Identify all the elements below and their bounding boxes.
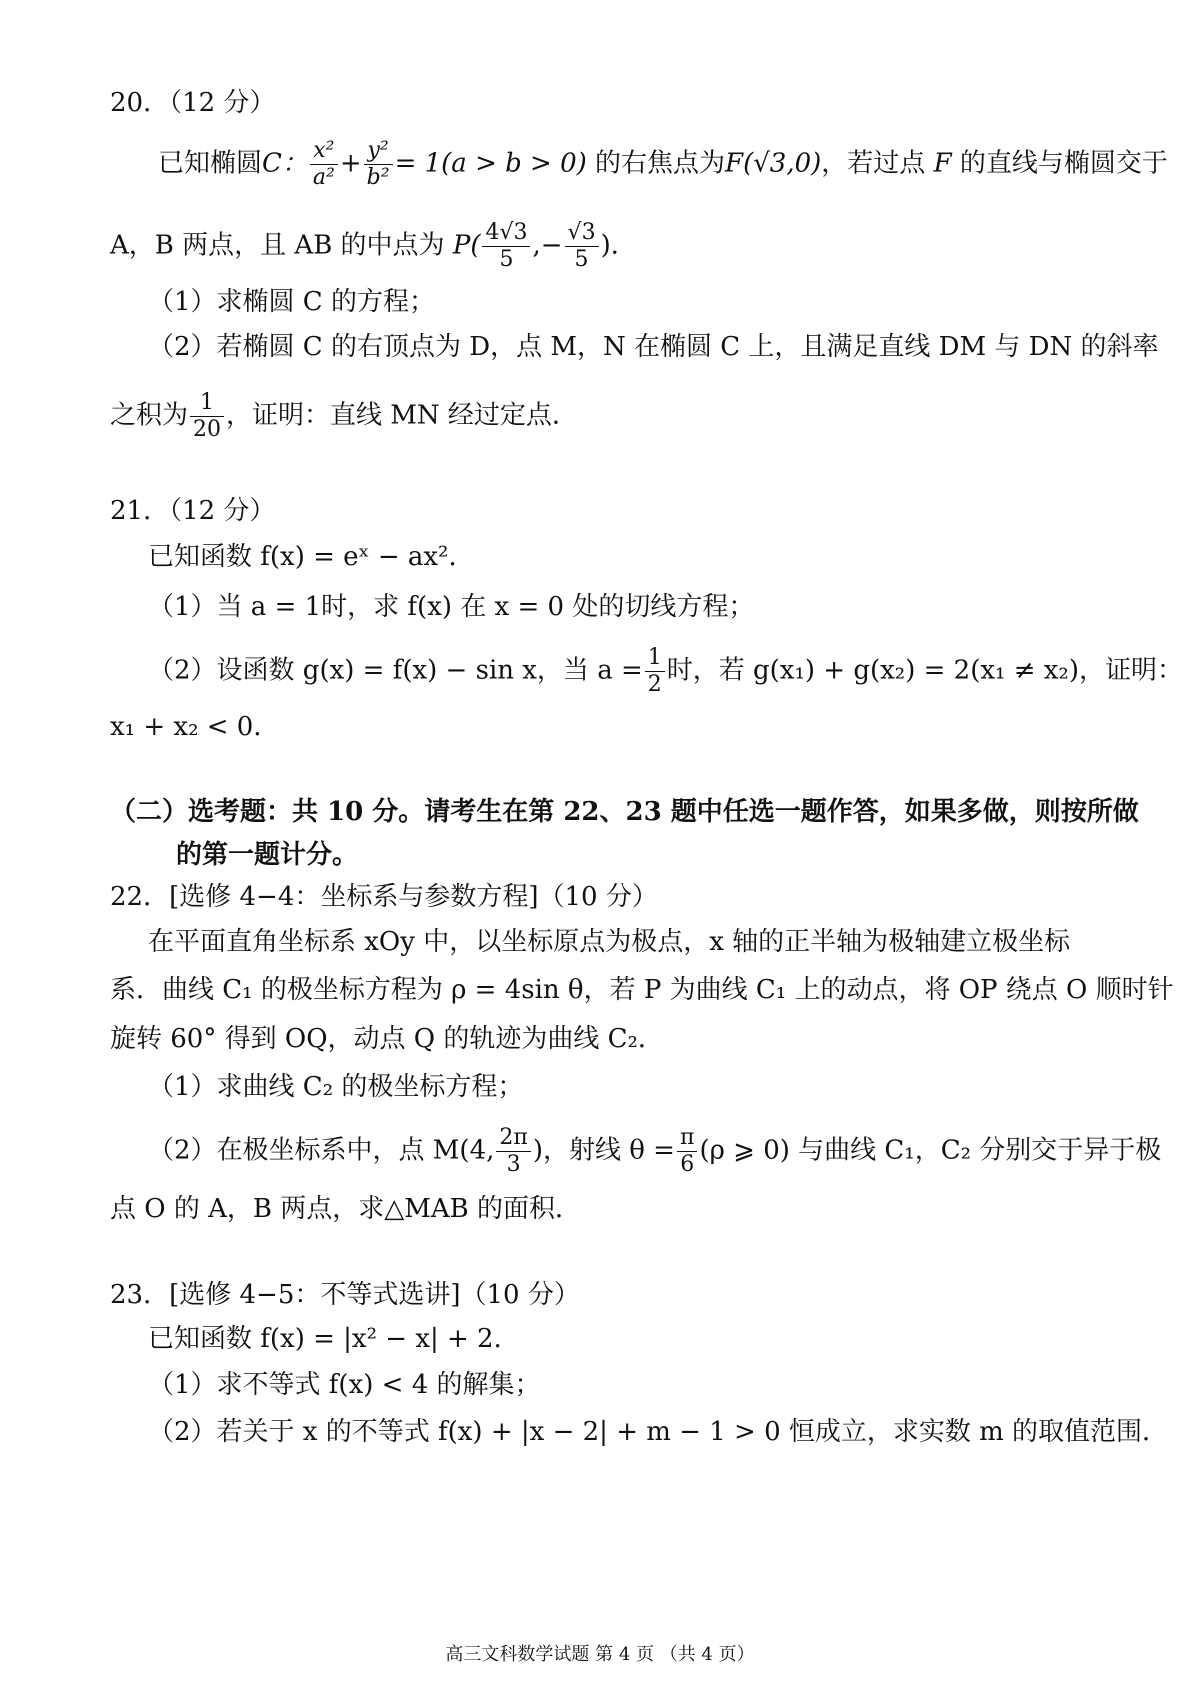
- q21-p2a: （2）设函数 g(x) = f(x) − sin x，当 a =: [148, 655, 643, 686]
- fraction-y2-b2: $\frac{\text{y²}}{\text{b²}}$: [364, 138, 393, 191]
- fraction-sqrt3-5: $\frac{√3}{5}$: [565, 220, 599, 273]
- midpoint-sep: ,−: [532, 230, 563, 261]
- q22-part2: [148, 1125, 1161, 1178]
- q22-line1: 在平面直角坐标系 xOy 中，以坐标原点为极点，x 轴的正半轴为极轴建立极坐标: [148, 927, 1071, 957]
- section2-line2: 的第一题计分。: [176, 840, 359, 870]
- q20-header: 20．（12 分）: [110, 88, 276, 118]
- q20-p2b-b: ，证明：直线 MN 经过定点．: [226, 400, 578, 431]
- fraction-pi-6: $\frac{\pi}{6}$: [677, 1125, 697, 1178]
- section2-line1: （二）选考题：共 10 分。请考生在第 22、23 题中任选一题作答，如果多做，则按所做: [110, 797, 1139, 827]
- q20-line2: [110, 220, 637, 273]
- q22-p2c: (ρ ⩾ 0) 与曲线 C₁，C₂ 分别交于异于极: [699, 1135, 1162, 1166]
- q23-part1: （1）求不等式 f(x) < 4 的解集；: [148, 1370, 541, 1400]
- q20-p2b-a: 之积为: [110, 400, 189, 431]
- q20-intro-d: 的直线与椭圆交于: [959, 148, 1168, 179]
- midpoint-prefix: P(: [452, 230, 481, 261]
- q21-header: 21．（12 分）: [110, 496, 276, 526]
- q20-intro: [158, 138, 1168, 191]
- plus-sign: +: [339, 148, 362, 179]
- q22-p2b: )，射线 θ =: [532, 1135, 675, 1166]
- q20-intro-b: 的右焦点为: [595, 148, 726, 179]
- ellipse-label: C：: [262, 148, 308, 179]
- q23-header: 23．[选修 4−5：不等式选讲]（10 分）: [110, 1280, 580, 1310]
- q20-part2-cont: [110, 390, 578, 443]
- focus-point: F(√3,0): [725, 148, 822, 179]
- q21-p2b: 时，若 g(x₁) + g(x₂) = 2(x₁ ≠ x₂)，证明：: [666, 655, 1183, 686]
- q22-part1: （1）求曲线 C₂ 的极坐标方程；: [148, 1072, 524, 1102]
- q20-l2a: A，B 两点，且 AB 的中点为: [110, 230, 445, 261]
- q22-p2a: （2）在极坐标系中，点 M(4,: [148, 1135, 495, 1166]
- q22-line2: 系．曲线 C₁ 的极坐标方程为 ρ = 4sin θ，若 P 为曲线 C₁ 上的动点，将 OP 绕点 O 顺时针: [110, 975, 1174, 1005]
- fraction-x2-a2: $\frac{\text{x²}}{\text{a²}}$: [310, 138, 338, 191]
- q21-part2: [148, 645, 1183, 698]
- q20-intro-c2: F: [933, 148, 952, 179]
- midpoint-suffix: )．: [600, 230, 637, 261]
- q22-line3: 旋转 60° 得到 OQ，动点 Q 的轨迹为曲线 C₂．: [110, 1024, 664, 1054]
- q20-part2: （2）若椭圆 C 的右顶点为 D，点 M，N 在椭圆 C 上，且满足直线 DM 与 DN 的斜率: [148, 332, 1159, 362]
- q22-header: 22．[选修 4−4：坐标系与参数方程]（10 分）: [110, 882, 658, 912]
- q21-part1: （1）当 a = 1时，求 f(x) 在 x = 0 处的切线方程；: [148, 592, 755, 622]
- page-footer: 高三文科数学试题 第 4 页 （共 4 页）: [445, 1644, 755, 1665]
- q20-intro-c: ，若过点: [821, 148, 926, 179]
- fraction-1-2: $\frac{1}{2}$: [645, 645, 665, 698]
- q20-intro-a: 已知椭圆: [158, 148, 263, 179]
- q21-part2-cont: x₁ + x₂ < 0．: [110, 712, 280, 742]
- fraction-1-20: $\frac{1}{20}$: [190, 390, 224, 443]
- fraction-2pi-3: $\frac{2\pi}{3}$: [496, 1125, 530, 1178]
- q22-part2-cont: 点 O 的 A，B 两点，求△MAB 的面积．: [110, 1194, 582, 1224]
- q23-part2: （2）若关于 x 的不等式 f(x) + |x − 2| + m − 1 > 0 恒成立，求实数 m 的取值范围．: [148, 1417, 1169, 1447]
- q20-part1: （1）求椭圆 C 的方程；: [148, 287, 435, 317]
- q21-intro: 已知函数 f(x) = eˣ − ax²．: [148, 542, 475, 572]
- fraction-4sqrt3-5: $\frac{4√3}{5}$: [482, 220, 530, 273]
- q23-intro: 已知函数 f(x) = |x² − x| + 2．: [148, 1324, 520, 1354]
- ellipse-condition: = 1(a > b > 0): [394, 148, 587, 179]
